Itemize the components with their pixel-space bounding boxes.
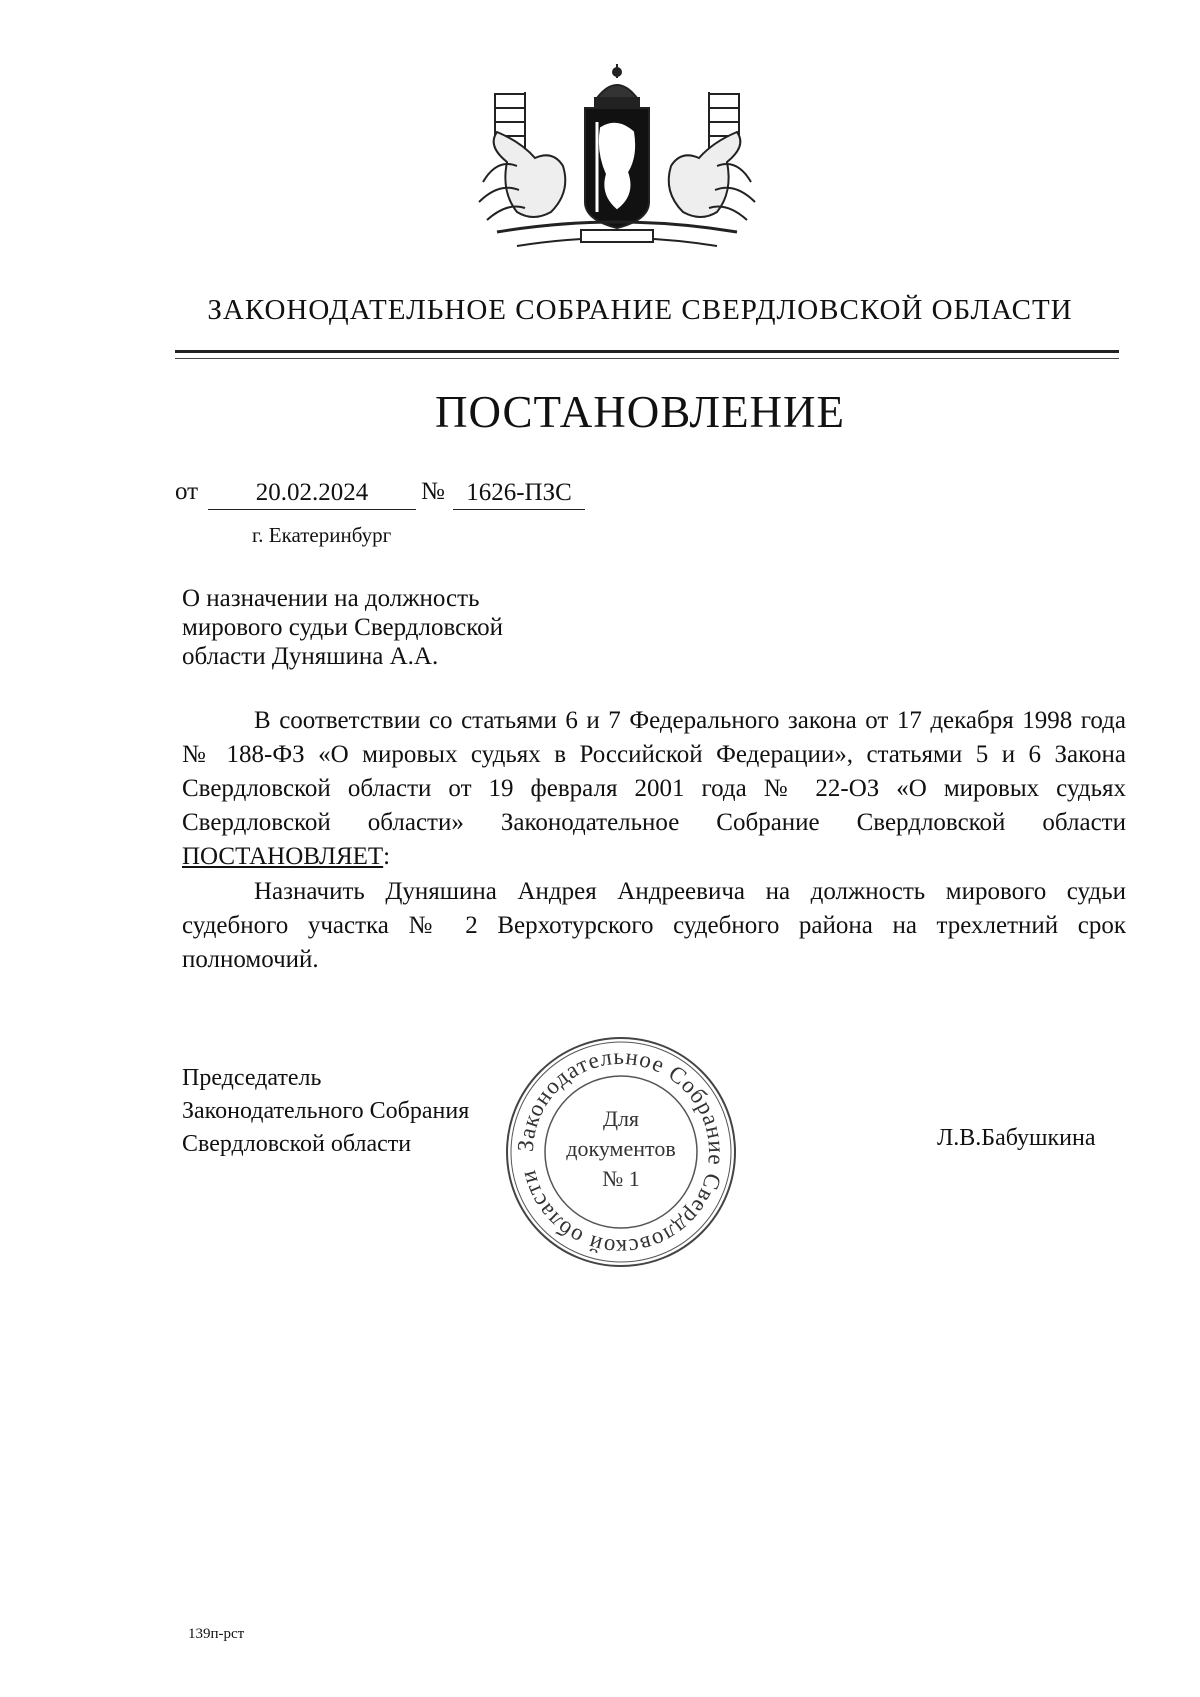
signatory-line: Председатель	[182, 1065, 322, 1091]
signatory-name: Л.В.Бабушкина	[937, 1125, 1096, 1151]
document-type-title: ПОСТАНОВЛЕНИЕ	[434, 387, 846, 437]
body-paragraph-preamble	[182, 704, 1126, 874]
header-divider-thick	[175, 350, 1119, 353]
signatory-line: Законодательного Собрания	[182, 1098, 470, 1124]
seal-ring-text: Законодательное Собрание Свердловской области	[512, 1043, 730, 1261]
seal-center-line1: Для	[602, 1106, 640, 1131]
body-paragraph-resolution: Назначить Дуняшина Андрея Андреевича на должность мирового судьи судебного участка № 2 Верхотурского судебного района на трехлетний срок полномочий.	[182, 878, 1126, 973]
date-prefix: от	[175, 478, 199, 505]
signatory-line: Свердловской области	[182, 1131, 412, 1157]
subject-line: мирового судьи Свердловской	[182, 614, 503, 641]
document-subject	[182, 584, 642, 671]
resolves-keyword: ПОСТАНОВЛЯЕТ	[182, 843, 384, 870]
document-date: 20.02.2024	[208, 479, 416, 510]
official-seal-stamp	[503, 1034, 739, 1270]
organization-title: ЗАКОНОДАТЕЛЬНОЕ СОБРАНИЕ СВЕРДЛОВСКОЙ ОБЛАСТИ	[207, 294, 1073, 326]
document-number: 1626-ПЗС	[453, 479, 585, 510]
preamble-text: В соответствии со статьями 6 и 7 Федерального закона от 17 декабря 1998 года № 188-ФЗ «О мировых судьях в Российской Федерации», статьями 5 и 6 Закона Свердловской области от 19 февраля 2001 года № 22-ОЗ «О мировых судьях Свердловской области» Законодательное Собрание Свердловской области	[182, 707, 1126, 836]
preamble-colon: :	[383, 843, 391, 870]
number-prefix: №	[421, 478, 445, 505]
header-divider-thin	[175, 358, 1119, 359]
footer-registration-code: 139п-рст	[188, 1626, 245, 1642]
signatory-position	[182, 1062, 469, 1161]
date-number-line	[175, 470, 595, 510]
subject-line: О назначении на должность	[182, 585, 480, 612]
coat-of-arms-emblem	[477, 62, 757, 258]
city-of-issue: г. Екатеринбург	[252, 523, 392, 547]
subject-line: области Дуняшина А.А.	[182, 643, 439, 670]
seal-center-line2: документов	[566, 1136, 676, 1161]
seal-center-line3: № 1	[602, 1166, 640, 1191]
